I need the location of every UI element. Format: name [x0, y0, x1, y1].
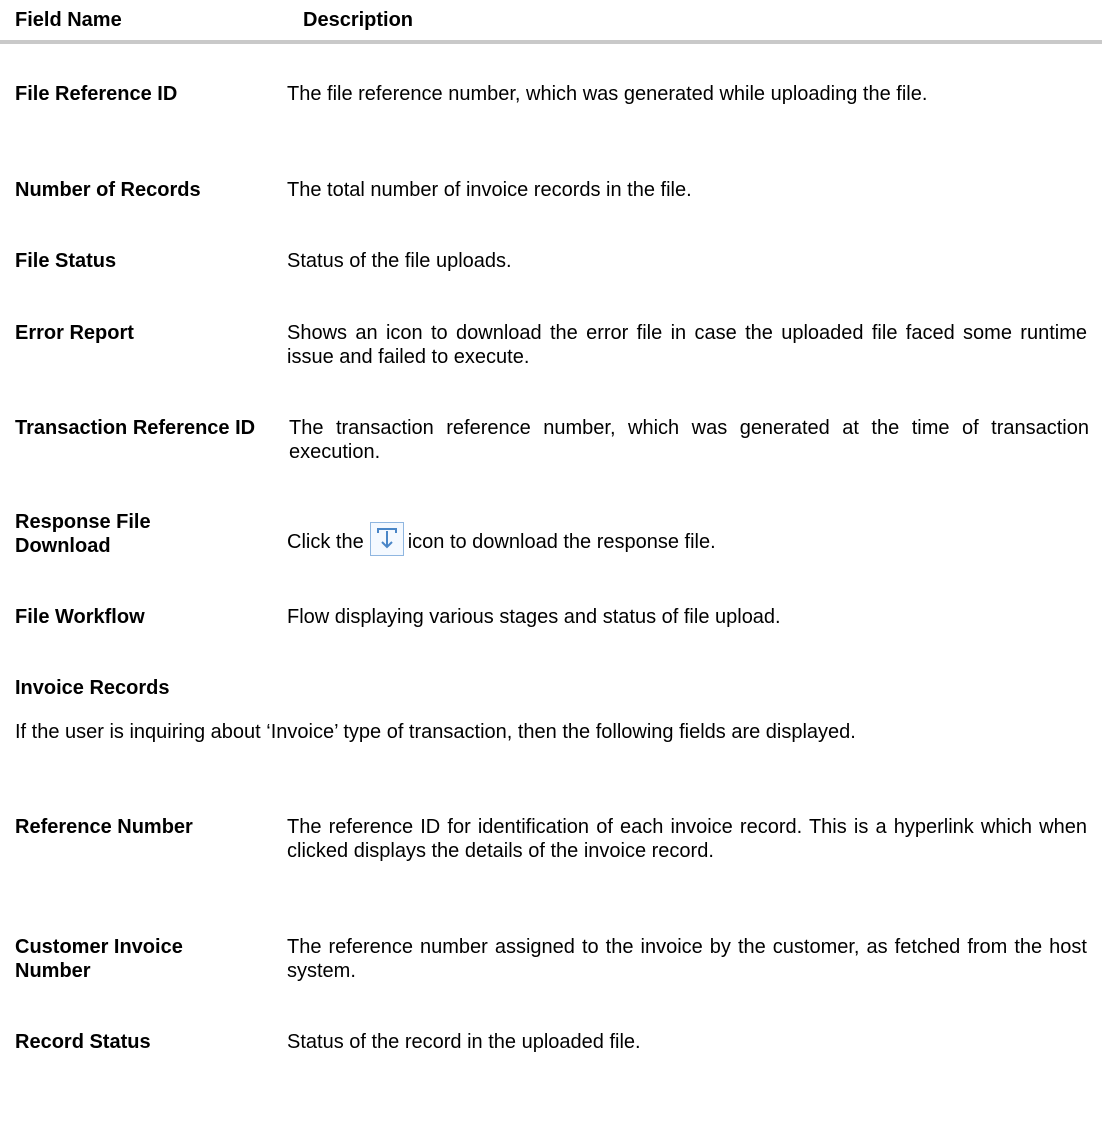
field-name: Transaction Reference ID [15, 417, 256, 439]
section-title: Invoice Records [15, 677, 170, 699]
field-description [287, 522, 1087, 556]
field-description: Status of the file uploads. [287, 250, 512, 272]
field-name: Customer Invoice Number [15, 936, 183, 982]
field-description: The file reference number, which was generated while uploading the file. [287, 83, 928, 105]
header-divider [0, 40, 1102, 44]
field-name: Number of Records [15, 179, 201, 201]
field-name: File Workflow [15, 606, 145, 628]
column-header-field-name: Field Name [15, 9, 122, 31]
field-description: The total number of invoice records in the file. [287, 179, 692, 201]
field-name: File Reference ID [15, 83, 178, 105]
field-name: Reference Number [15, 816, 193, 838]
field-description: The reference ID for identification of each invoice record. This is a hyperlink which when clicked displays the details of the invoice record. [287, 816, 1087, 862]
field-name: Error Report [15, 322, 134, 344]
field-description: The reference number assigned to the invoice by the customer, as fetched from the host system. [287, 936, 1087, 982]
field-description: Status of the record in the uploaded file. [287, 1031, 641, 1053]
field-name: Response File Download [15, 511, 151, 557]
column-header-description: Description [303, 9, 414, 31]
section-intro: If the user is inquiring about ‘Invoice’ type of transaction, then the following fields are displayed. [15, 721, 856, 743]
field-name: File Status [15, 250, 117, 272]
field-description-text: icon to download the response file. [407, 531, 716, 553]
field-description: The transaction reference number, which was generated at the time of transaction execution. [289, 417, 1089, 463]
table-header [0, 0, 1102, 40]
field-description: Flow displaying various stages and status of file upload. [287, 606, 781, 628]
field-name: Record Status [15, 1031, 151, 1053]
download-icon[interactable] [370, 522, 404, 556]
field-description: Shows an icon to download the error file in case the uploaded file faced some runtime issue and failed to execute. [287, 322, 1087, 368]
field-description-text: Click the [287, 531, 364, 553]
